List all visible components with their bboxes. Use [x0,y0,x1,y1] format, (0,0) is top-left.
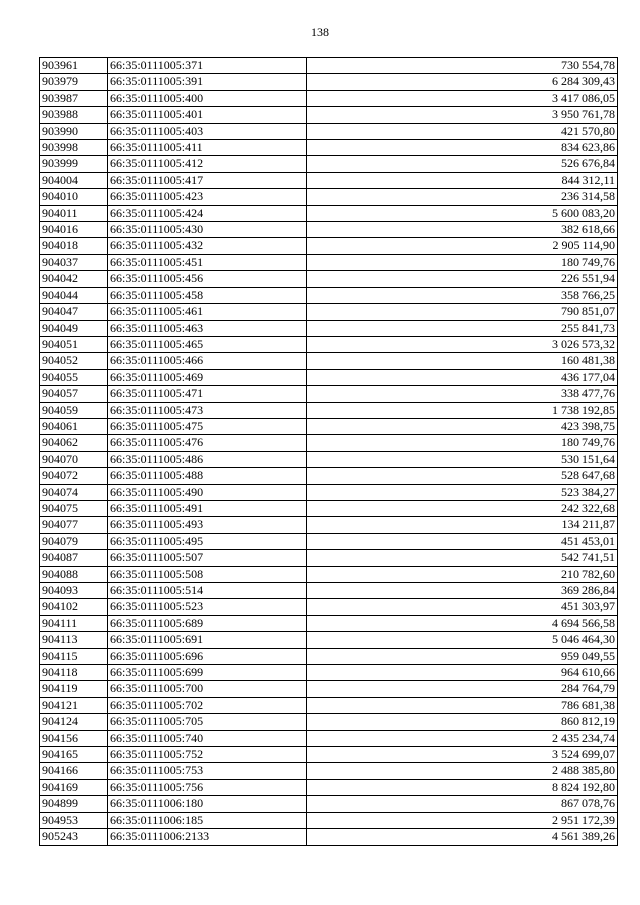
cadastral-number-cell: 66:35:0111005:696 [108,648,307,664]
row-id-cell: 904016 [40,222,108,238]
cadastral-value-cell: 2 435 234,74 [307,730,618,746]
table-row [40,418,618,434]
row-id-cell: 904169 [40,779,108,795]
row-id-cell: 903999 [40,156,108,172]
table-row [40,583,618,599]
table-row [40,665,618,681]
row-id-cell: 905243 [40,829,108,845]
row-id-cell: 903990 [40,123,108,139]
table-row [40,468,618,484]
cadastral-value-cell: 451 303,97 [307,599,618,615]
cadastral-number-cell: 66:35:0111005:471 [108,386,307,402]
cadastral-value-cell: 523 384,27 [307,484,618,500]
cadastral-number-cell: 66:35:0111005:417 [108,172,307,188]
cadastral-value-cell: 834 623,86 [307,140,618,156]
row-id-cell: 903998 [40,140,108,156]
cadastral-value-cell: 180 749,76 [307,435,618,451]
row-id-cell: 904055 [40,369,108,385]
cadastral-value-cell: 964 610,66 [307,665,618,681]
row-id-cell: 904051 [40,336,108,352]
table-row [40,189,618,205]
row-id-cell: 904121 [40,697,108,713]
cadastral-value-cell: 844 312,11 [307,172,618,188]
table-row [40,812,618,828]
cadastral-number-cell: 66:35:0111005:508 [108,566,307,582]
table-row [40,369,618,385]
page-number: 138 [311,25,329,39]
row-id-cell: 904004 [40,172,108,188]
table-row [40,402,618,418]
table-row [40,74,618,90]
row-id-cell: 904070 [40,451,108,467]
cadastral-value-cell: 180 749,76 [307,254,618,270]
cadastral-number-cell: 66:35:0111005:465 [108,336,307,352]
cadastral-value-cell: 451 453,01 [307,533,618,549]
table-row [40,697,618,713]
table-row [40,747,618,763]
cadastral-number-cell: 66:35:0111005:400 [108,90,307,106]
row-id-cell: 904115 [40,648,108,664]
table-row [40,566,618,582]
table-row [40,550,618,566]
cadastral-value-cell: 5 046 464,30 [307,632,618,648]
row-id-cell: 904075 [40,500,108,516]
table-row [40,681,618,697]
cadastral-number-cell: 66:35:0111005:740 [108,730,307,746]
row-id-cell: 904047 [40,304,108,320]
row-id-cell: 904166 [40,763,108,779]
cadastral-number-cell: 66:35:0111005:461 [108,304,307,320]
row-id-cell: 904010 [40,189,108,205]
cadastral-number-cell: 66:35:0111005:756 [108,779,307,795]
row-id-cell: 904899 [40,796,108,812]
row-id-cell: 903961 [40,58,108,74]
cadastral-number-cell: 66:35:0111005:391 [108,74,307,90]
cadastral-number-cell: 66:35:0111005:466 [108,353,307,369]
cadastral-number-cell: 66:35:0111005:430 [108,222,307,238]
cadastral-value-cell: 242 322,68 [307,500,618,516]
cadastral-value-cell: 210 782,60 [307,566,618,582]
table-row [40,435,618,451]
row-id-cell: 904037 [40,254,108,270]
row-id-cell: 904018 [40,238,108,254]
cadastral-value-cell: 2 488 385,80 [307,763,618,779]
cadastral-value-cell: 959 049,55 [307,648,618,664]
cadastral-number-cell: 66:35:0111005:523 [108,599,307,615]
cadastral-number-cell: 66:35:0111005:507 [108,550,307,566]
cadastral-number-cell: 66:35:0111006:185 [108,812,307,828]
row-id-cell: 903979 [40,74,108,90]
table-row [40,58,618,74]
table-row [40,140,618,156]
cadastral-value-cell: 226 551,94 [307,271,618,287]
cadastral-number-cell: 66:35:0111005:424 [108,205,307,221]
row-id-cell: 904044 [40,287,108,303]
cadastral-number-cell: 66:35:0111005:456 [108,271,307,287]
cadastral-number-cell: 66:35:0111005:423 [108,189,307,205]
cadastral-value-cell: 2 905 114,90 [307,238,618,254]
cadastral-number-cell: 66:35:0111006:180 [108,796,307,812]
row-id-cell: 904118 [40,665,108,681]
row-id-cell: 904165 [40,747,108,763]
cadastral-value-cell: 3 417 086,05 [307,90,618,106]
cadastral-number-cell: 66:35:0111005:488 [108,468,307,484]
cadastral-number-cell: 66:35:0111005:432 [108,238,307,254]
cadastral-number-cell: 66:35:0111005:476 [108,435,307,451]
table-row [40,336,618,352]
row-id-cell: 904953 [40,812,108,828]
cadastral-value-cell: 4 694 566,58 [307,615,618,631]
cadastral-number-cell: 66:35:0111005:514 [108,583,307,599]
cadastral-number-cell: 66:35:0111005:493 [108,517,307,533]
cadastral-number-cell: 66:35:0111005:403 [108,123,307,139]
cadastral-value-cell: 160 481,38 [307,353,618,369]
cadastral-value-cell: 542 741,51 [307,550,618,566]
table-row [40,156,618,172]
cadastral-value-cell: 786 681,38 [307,697,618,713]
cadastral-number-cell: 66:35:0111005:752 [108,747,307,763]
table-row [40,517,618,533]
cadastral-value-table [39,57,618,846]
row-id-cell: 904119 [40,681,108,697]
row-id-cell: 904093 [40,583,108,599]
cadastral-number-cell: 66:35:0111005:691 [108,632,307,648]
cadastral-value-cell: 530 151,64 [307,451,618,467]
table-row [40,320,618,336]
cadastral-value-cell: 867 078,76 [307,796,618,812]
cadastral-value-cell: 5 600 083,20 [307,205,618,221]
cadastral-number-cell: 66:35:0111005:700 [108,681,307,697]
row-id-cell: 903988 [40,107,108,123]
cadastral-value-cell: 528 647,68 [307,468,618,484]
row-id-cell: 904042 [40,271,108,287]
cadastral-number-cell: 66:35:0111005:451 [108,254,307,270]
cadastral-number-cell: 66:35:0111005:469 [108,369,307,385]
cadastral-value-cell: 526 676,84 [307,156,618,172]
cadastral-number-cell: 66:35:0111005:689 [108,615,307,631]
table-row [40,829,618,845]
row-id-cell: 904124 [40,714,108,730]
row-id-cell: 904049 [40,320,108,336]
row-id-cell: 904077 [40,517,108,533]
row-id-cell: 904156 [40,730,108,746]
cadastral-value-cell: 338 477,76 [307,386,618,402]
table-row [40,107,618,123]
table-row [40,172,618,188]
cadastral-value-cell: 860 812,19 [307,714,618,730]
cadastral-value-cell: 2 951 172,39 [307,812,618,828]
cadastral-value-cell: 369 286,84 [307,583,618,599]
row-id-cell: 904079 [40,533,108,549]
row-id-cell: 904088 [40,566,108,582]
cadastral-value-cell: 236 314,58 [307,189,618,205]
row-id-cell: 904087 [40,550,108,566]
table-row [40,615,618,631]
cadastral-number-cell: 66:35:0111005:491 [108,500,307,516]
table-row [40,304,618,320]
cadastral-number-cell: 66:35:0111005:371 [108,58,307,74]
cadastral-value-cell: 3 026 573,32 [307,336,618,352]
table-row [40,271,618,287]
cadastral-number-cell: 66:35:0111005:473 [108,402,307,418]
table-row [40,386,618,402]
cadastral-number-cell: 66:35:0111005:412 [108,156,307,172]
table-row [40,287,618,303]
cadastral-number-cell: 66:35:0111005:753 [108,763,307,779]
row-id-cell: 904072 [40,468,108,484]
cadastral-value-cell: 6 284 309,43 [307,74,618,90]
row-id-cell: 903987 [40,90,108,106]
cadastral-number-cell: 66:35:0111005:475 [108,418,307,434]
cadastral-value-cell: 3 950 761,78 [307,107,618,123]
table-row [40,254,618,270]
table-row [40,796,618,812]
cadastral-number-cell: 66:35:0111005:401 [108,107,307,123]
table-row [40,222,618,238]
table-row [40,484,618,500]
row-id-cell: 904061 [40,418,108,434]
cadastral-number-cell: 66:35:0111005:463 [108,320,307,336]
table-row [40,648,618,664]
cadastral-number-cell: 66:35:0111005:490 [108,484,307,500]
table-row [40,714,618,730]
cadastral-value-cell: 730 554,78 [307,58,618,74]
table-row [40,599,618,615]
cadastral-value-cell: 358 766,25 [307,287,618,303]
row-id-cell: 904062 [40,435,108,451]
table-body [40,58,618,846]
row-id-cell: 904059 [40,402,108,418]
cadastral-number-cell: 66:35:0111005:486 [108,451,307,467]
cadastral-value-cell: 1 738 192,85 [307,402,618,418]
table-row [40,632,618,648]
row-id-cell: 904074 [40,484,108,500]
cadastral-number-cell: 66:35:0111006:2133 [108,829,307,845]
row-id-cell: 904111 [40,615,108,631]
cadastral-value-cell: 382 618,66 [307,222,618,238]
cadastral-value-cell: 284 764,79 [307,681,618,697]
cadastral-value-cell: 255 841,73 [307,320,618,336]
table-row [40,451,618,467]
cadastral-value-cell: 436 177,04 [307,369,618,385]
table-row [40,238,618,254]
cadastral-value-cell: 790 851,07 [307,304,618,320]
cadastral-number-cell: 66:35:0111005:705 [108,714,307,730]
table-row [40,500,618,516]
table-row [40,533,618,549]
cadastral-value-cell: 8 824 192,80 [307,779,618,795]
row-id-cell: 904011 [40,205,108,221]
row-id-cell: 904113 [40,632,108,648]
table-row [40,353,618,369]
cadastral-number-cell: 66:35:0111005:702 [108,697,307,713]
row-id-cell: 904102 [40,599,108,615]
cadastral-number-cell: 66:35:0111005:699 [108,665,307,681]
row-id-cell: 904057 [40,386,108,402]
cadastral-number-cell: 66:35:0111005:495 [108,533,307,549]
cadastral-value-cell: 423 398,75 [307,418,618,434]
cadastral-value-cell: 3 524 699,07 [307,747,618,763]
table-row [40,123,618,139]
table-row [40,90,618,106]
cadastral-value-cell: 421 570,80 [307,123,618,139]
cadastral-number-cell: 66:35:0111005:458 [108,287,307,303]
cadastral-number-cell: 66:35:0111005:411 [108,140,307,156]
table-row [40,779,618,795]
table-row [40,730,618,746]
row-id-cell: 904052 [40,353,108,369]
table-row [40,205,618,221]
cadastral-value-cell: 134 211,87 [307,517,618,533]
table-row [40,763,618,779]
cadastral-value-cell: 4 561 389,26 [307,829,618,845]
